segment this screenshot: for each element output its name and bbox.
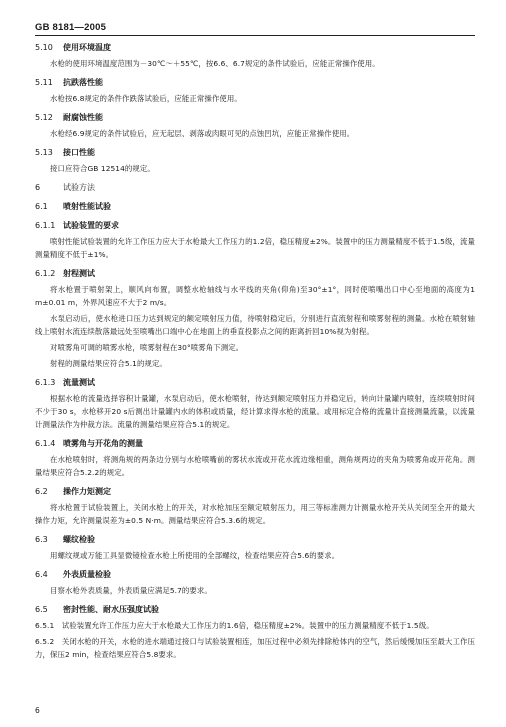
paragraph: 水枪经6.9规定的条件试验后，应无起层、剥落或肉眼可见的点蚀凹坑，应能正常操作使用。 [50,129,355,138]
section-title: 密封性能、耐水压强度试验 [63,605,159,614]
paragraph: 对喷雾角可调的喷雾水枪，喷雾射程在30°喷雾角下测定。 [50,343,244,352]
paragraph: 接口应符合GB 12514的规定。 [50,164,155,173]
section-number: 6.1.1 [35,221,56,230]
paragraph-gap [35,661,475,664]
section-number: 5.13 [35,148,53,157]
section-heading [35,73,475,92]
section-number: 5.10 [35,43,53,52]
section-number: 5.12 [35,113,53,122]
section-number: 5.11 [35,78,53,87]
section-heading [35,530,475,549]
section-title: 耐腐蚀性能 [63,113,103,122]
section-heading [35,143,475,162]
section-title: 喷雾角与开花角的测量 [63,439,143,448]
section-title: 射程测试 [63,269,95,278]
section-heading [35,434,475,453]
section-title: 螺纹检验 [63,535,95,544]
section-title: 流量测试 [63,378,95,387]
section-title: 试验方法 [63,183,95,192]
section-number: 6.4 [35,570,48,579]
section-heading [35,108,475,127]
section-heading [35,264,475,283]
paragraph: 水枪按6.8规定的条件作跌落试验后，应能正常操作使用。 [50,94,242,103]
header-rule [35,35,475,36]
paragraph: 目察水枪外表质量，外表质量应满足5.7的要求。 [50,586,212,595]
section-title: 接口性能 [63,148,95,157]
section-number: 6.1 [35,202,48,211]
section-number: 6.2 [35,487,48,496]
section-number: 6.1.4 [35,439,56,448]
paragraph: 用螺纹规或万能工具显微镜检查水枪上所使用的全部螺纹，检查结果应符合5.6的要求。 [50,551,340,560]
paragraph: 在水枪喷射时，将测角规的两条边分别与水枪喷嘴前的雾状水流或开花水流边缘相重，测角规两边的夹角为喷雾角或开花角。测量结果应符合5.2.2的规定。 [35,455,475,477]
section-heading [35,600,475,619]
section-heading [35,197,475,216]
section-title: 抗跌落性能 [63,78,103,87]
document-body [35,38,475,664]
page-number: 6 [35,706,40,715]
section-number: 6.1.3 [35,378,56,387]
paragraph: 根据水枪的流量选择容积计量罐，水泵启动后，使水枪喷射，待达到额定喷射压力并稳定后，转向计量罐内喷射，连续喷射时间不少于30 s，水枪移开20 s后测出计量罐内水的体积或质量，经计算求得水枪的流量。或用标定合格的流量计直接测量流量，以流量计测量法作为仲裁方法。流量的测量结果应符合5.1的规定。 [35,394,475,429]
paragraph: 6.5.1 试验装置允许工作压力应大于水枪最大工作压力的1.6倍，稳压精度±2%。装置中的压力测量精度不低于1.5级。 [35,621,434,630]
section-heading [35,216,475,235]
standard-code: GB 8181—2005 [35,22,107,33]
section-title: 试验装置的要求 [63,221,119,230]
paragraph: 喷射性能试验装置的允许工作压力应大于水枪最大工作压力的1.2倍，稳压精度±2%。装置中的压力测量精度不低于1.5级，流量测量精度不低于±1%。 [35,237,475,259]
paragraph: 水泵启动后，使水枪进口压力达到规定的额定喷射压力值，待喷射稳定后，分别进行直流射程和喷雾射程的测量。水枪在喷射轴线上喷射水流连续散落最远处至喷嘴出口端中心在地面上的垂直投影点之间的距离折回10%视为射程。 [35,314,475,336]
section-heading [35,178,475,197]
section-number: 6.1.2 [35,269,56,278]
section-number: 6 [35,183,41,192]
section-title: 外表质量检验 [63,570,111,579]
paragraph: 6.5.2 关闭水枪的开关，水枪的进水端通过接口与试验装置相连，加压过程中必须先排除枪体内的空气，然后缓慢加压至最大工作压力，保压2 min，检查结果应符合5.8要求。 [35,637,475,659]
section-heading [35,565,475,584]
paragraph: 水枪的使用环境温度范围为－30℃～＋55℃，按6.6、6.7规定的条件试验后，应能正常操作使用。 [50,59,380,68]
section-heading [35,373,475,392]
section-title: 使用环境温度 [63,43,111,52]
section-heading [35,38,475,57]
section-title: 操作力矩测定 [63,487,111,496]
paragraph: 射程的测量结果应符合5.1的规定。 [50,359,167,368]
section-title: 喷射性能试验 [63,202,111,211]
paragraph: 将水枪置于喷射架上，顺风向布置，调整水枪轴线与水平线的夹角(仰角)至30°±1°，同时使喷嘴出口中心至地面的高度为1 m±0.01 m，外界风速应不大于2 m/s。 [35,285,475,307]
section-number: 6.3 [35,535,48,544]
section-number: 6.5 [35,605,48,614]
paragraph: 将水枪置于试验装置上，关闭水枪上的开关，对水枪加压至额定喷射压力，用三等标准测力计测量水枪开关从关闭至全开的最大操作力矩，允许测量误差为±0.5 N·m。测量结果应符合5.3.6的规定。 [35,503,475,525]
section-heading [35,482,475,501]
